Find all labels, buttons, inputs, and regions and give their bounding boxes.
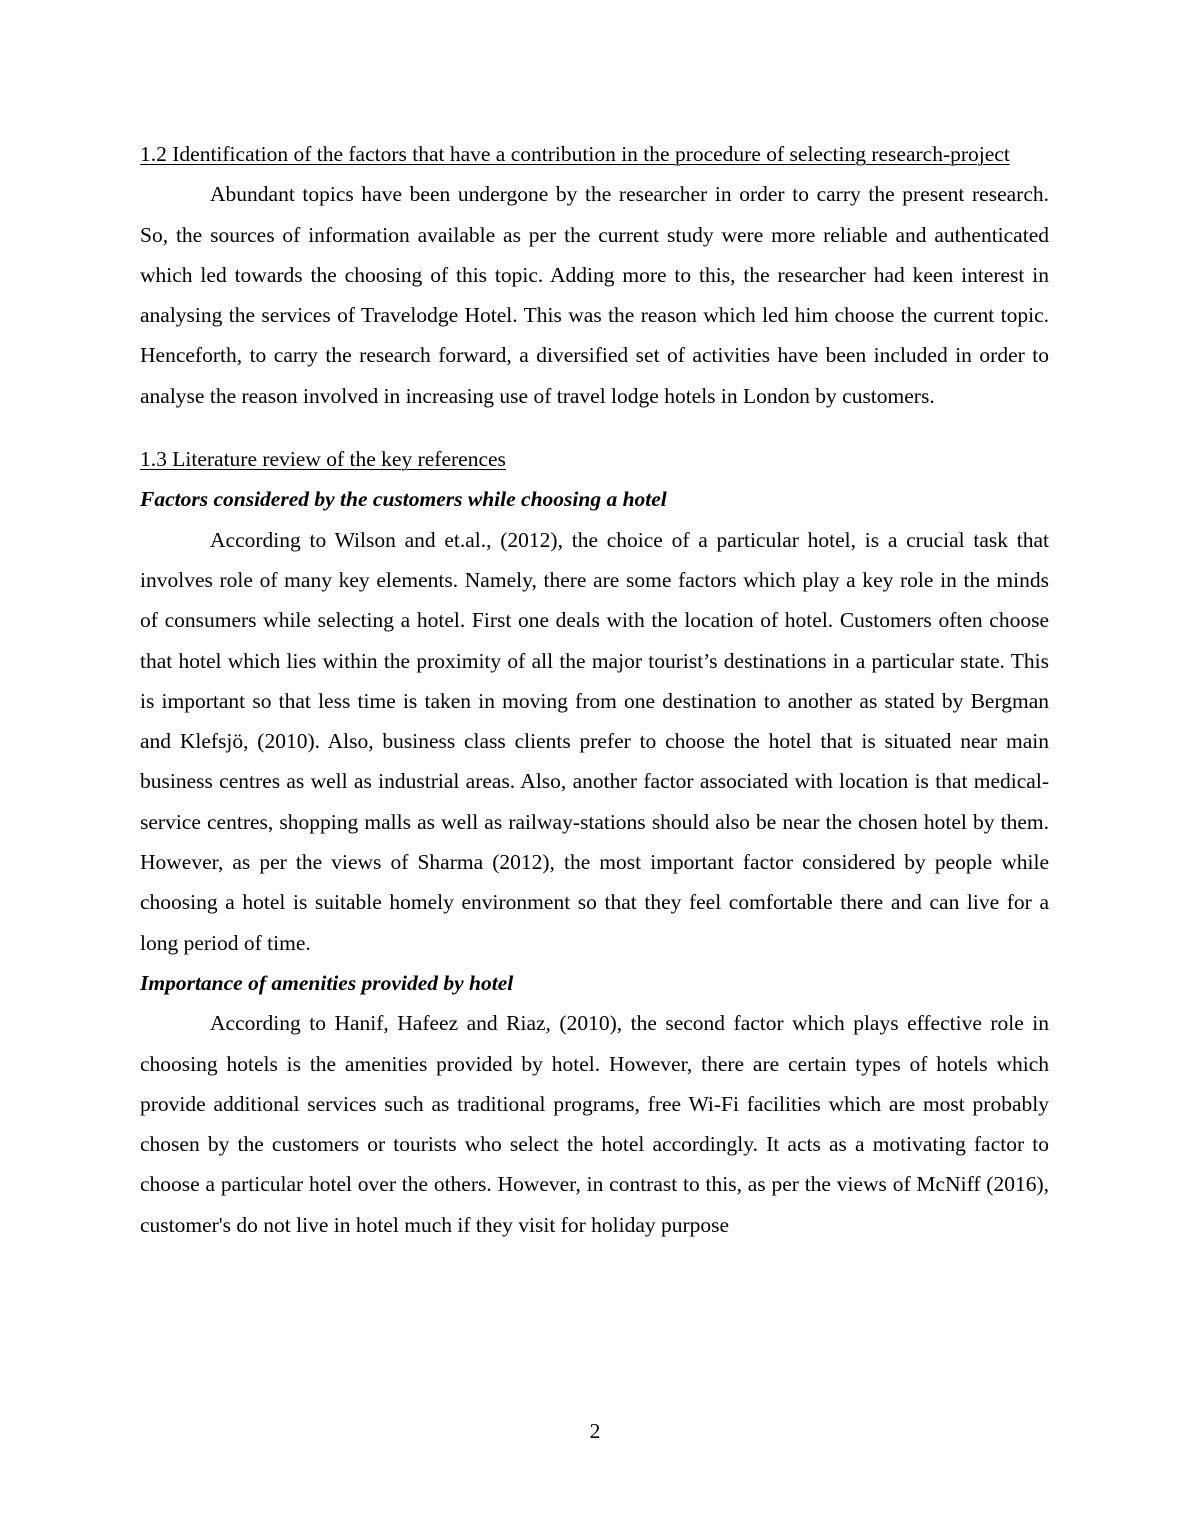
subheading-amenities: Importance of amenities provided by hotel bbox=[140, 970, 514, 995]
subheading-factors-choosing-hotel: Factors considered by the customers while choosing a hotel bbox=[140, 487, 667, 512]
paragraph-research-topic-selection: Abundant topics have been undergone by the researcher in order to carry the present research. So, the sources of information available as per the current study were more reliable and authenticated which led towards the choosing of this topic. Adding more to this, the researcher had keen interest in analysing the services of Travelodge Hotel. This was the reason which led him choose the current topic. Henceforth, to carry the research forward, a diversified set of activities have been included in order to analyse the reason involved in increasing use of travel lodge hotels in London by customers. bbox=[140, 182, 1049, 408]
paragraph-amenities: According to Hanif, Hafeez and Riaz, (2010), the second factor which plays effective role in choosing hotels is the amenities provided by hotel. However, there are certain types of hotels which provide additional services such as traditional programs, free Wi-Fi facilities which are most probably chosen by the customers or tourists who select the hotel accordingly. It acts as a motivating factor to choose a particular hotel over the others. However, in contrast to this, as per the views of McNiff (2016), customer's do not live in hotel much if they visit for holiday purpose bbox=[140, 1011, 1049, 1237]
section-heading-1-2: 1.2 Identification of the factors that have a contribution in the procedure of selecting research-project bbox=[140, 142, 1010, 166]
paragraph-factors-choosing-hotel: According to Wilson and et.al., (2012), the choice of a particular hotel, is a crucial task that involves role of many key elements. Namely, there are some factors which play a key role in the minds of consumers while selecting a hotel. First one deals with the location of hotel. Customers often choose that hotel which lies within the proximity of all the major tourist’s destinations in a particular state. This is important so that less time is taken in moving from one destination to another as stated by Bergman and Klefsjö, (2010). Also, business class clients prefer to choose the hotel that is situated near main business centres as well as industrial areas. Also, another factor associated with location is that medical-service centres, shopping malls as well as railway-stations should also be near the chosen hotel by them. However, as per the views of Sharma (2012), the most important factor considered by people while choosing a hotel is suitable homely environment so that they feel comfortable there and can live for a long period of time. bbox=[140, 527, 1049, 955]
section-heading-1-3: 1.3 Literature review of the key references bbox=[140, 447, 506, 472]
section-spacer bbox=[140, 416, 1049, 439]
page-number: 2 bbox=[589, 1419, 601, 1443]
document-page bbox=[140, 134, 1049, 1245]
